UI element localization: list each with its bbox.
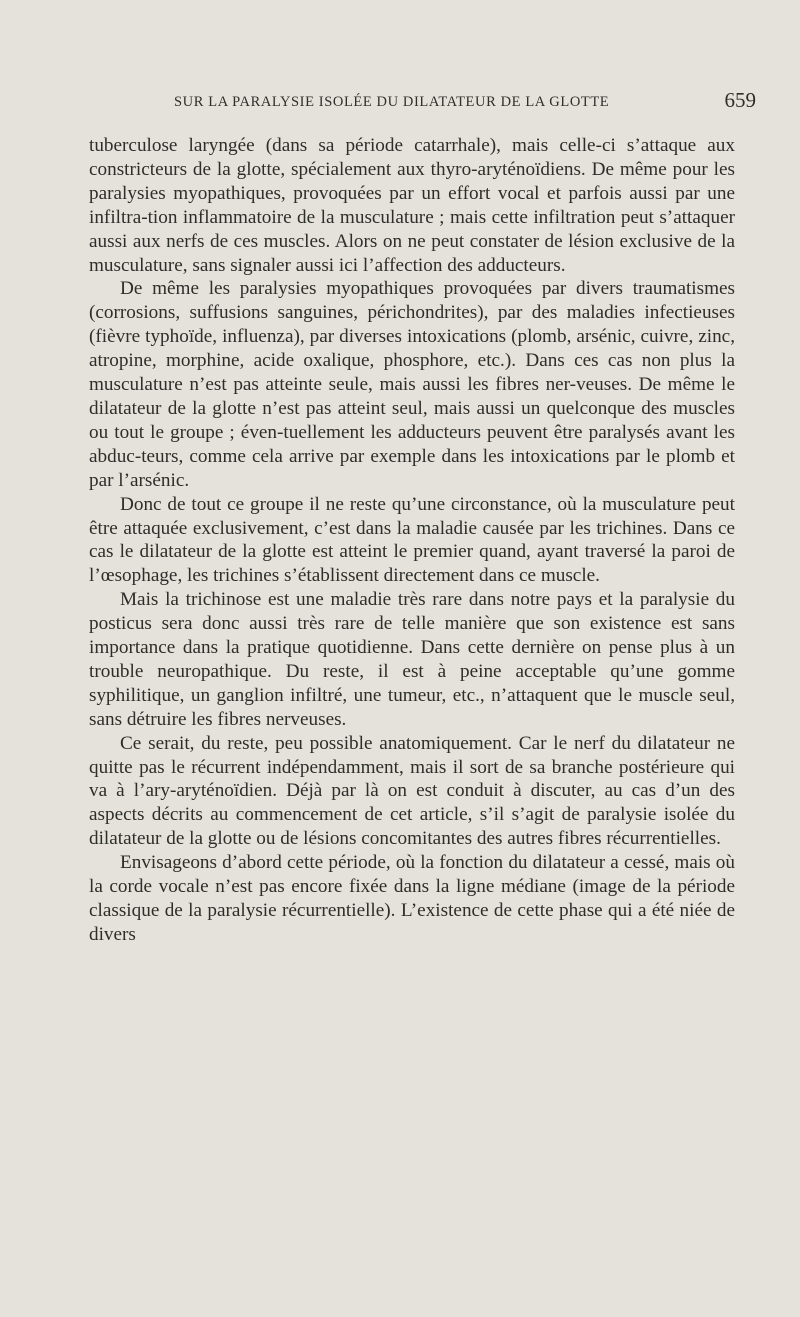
paragraph: Donc de tout ce groupe il ne reste qu’une circonstance, où la musculature peut être attaquée exclusivement, c’est dans la maladie causée par les trichines. Dans ce cas le dilatateur de la glotte est atteint le premier quand, ayant traversé la paroi de l’œsophage, les trichines s’établissent directement dans ce muscle.: [89, 493, 735, 587]
page-header: [88, 88, 756, 116]
paragraph: tuberculose laryngée (dans sa période catarrhale), mais celle-ci s’attaque aux constricteurs de la glotte, spécialement aux thyro-aryténoïdiens. De même pour les paralysies myopathiques, provoquées par un effort vocal et parfois aussi par une infiltra-tion inflammatoire de la musculature ; mais cette infiltration peut s’attaquer aussi aux nerfs de ces muscles. Alors on ne peut constater de lésion exclusive de la musculature, sans signaler aussi ici l’affection des adducteurs.: [89, 135, 735, 276]
paragraph: Envisageons d’abord cette période, où la fonction du dilatateur a cessé, mais où la corde vocale n’est pas encore fixée dans la ligne médiane (image de la période classique de la paralysie récurrentielle). L’existence de cette phase qui a été niée de divers: [89, 852, 735, 945]
paragraph: Mais la trichinose est une maladie très rare dans notre pays et la paralysie du posticus sera donc aussi très rare de telle manière que son existence est sans importance dans la pratique quotidienne. Dans cette dernière on pense plus à un trouble neuropathique. Du reste, il est à peine acceptable qu’une gomme syphilitique, un ganglion infiltré, une tumeur, etc., n’attaquent que le muscle seul, sans détruire les fibres nerveuses.: [89, 589, 735, 730]
paragraph: De même les paralysies myopathiques provoquées par divers traumatismes (corrosions, suffusions sanguines, périchondrites), par des maladies infectieuses (fièvre typhoïde, influenza), par diverses intoxications (plomb, arsénic, cuivre, zinc, atropine, morphine, acide oxalique, phosphore, etc.). Dans ces cas non plus la musculature n’est pas atteinte seule, mais aussi les fibres ner-veuses. De même le dilatateur de la glotte n’est pas atteint seul, mais aussi un quelconque des muscles ou tout le groupe ; éven-tuellement les adducteurs peuvent être paralysés avant les abduc-teurs, comme cela arrive par exemple dans les intoxications par le plomb et par l’arsénic.: [89, 278, 735, 491]
running-title: SUR LA PARALYSIE ISOLÉE DU DILATATEUR DE LA GLOTTE: [174, 94, 610, 110]
paragraph: Ce serait, du reste, peu possible anatomiquement. Car le nerf du dilatateur ne quitte pas le récurrent indépendamment, mais il sort de sa branche postérieure qui va à l’ary-aryténoïdien. Déjà par là on est conduit à discuter, au cas d’un des aspects décrits au commencement de cet article, s’il s’agit de paralysie isolée du dilatateur de la glotte ou de lésions concomitantes des autres fibres récurrentielles.: [89, 732, 735, 850]
page-number: 659: [724, 88, 756, 112]
body-text: [89, 134, 735, 947]
